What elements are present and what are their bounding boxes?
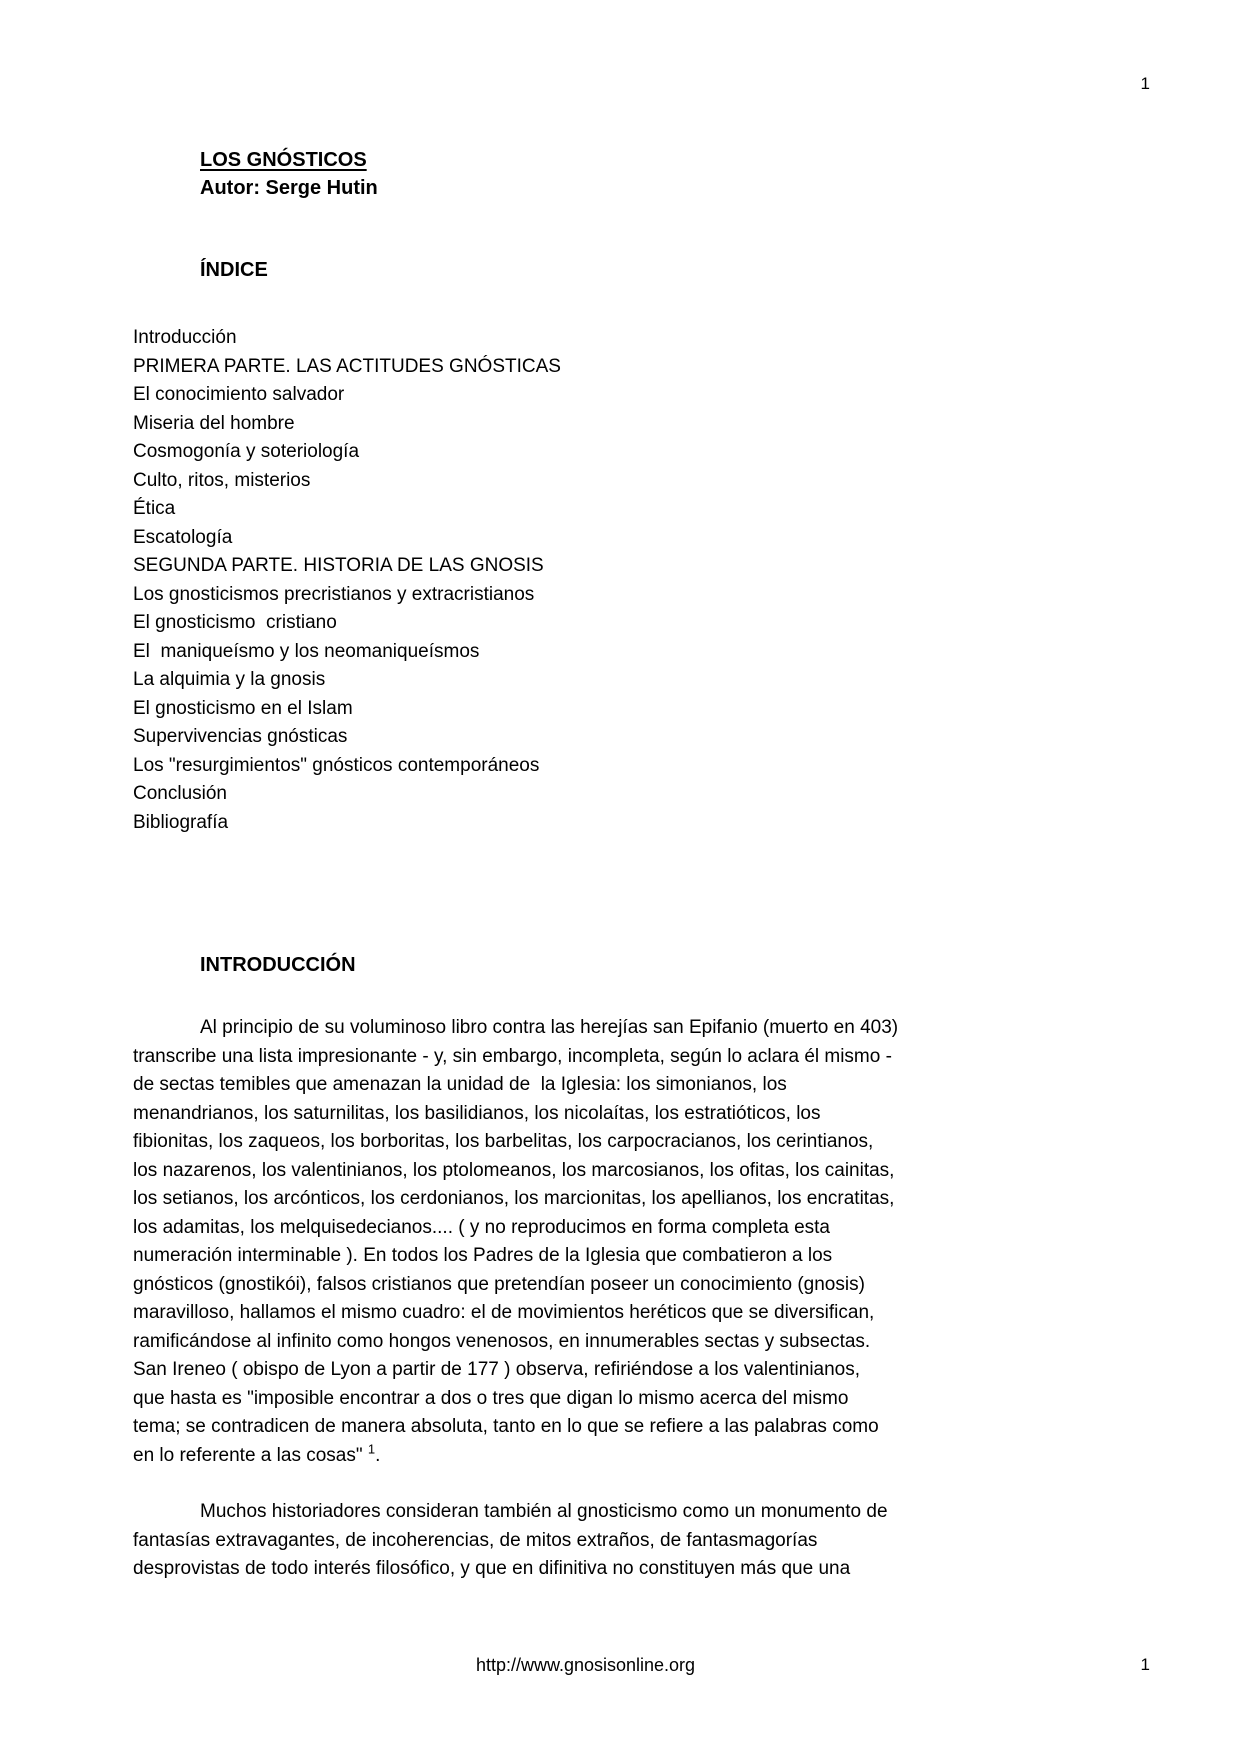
text-line: tema; se contradicen de manera absoluta, tanto en lo que se refiere a las palabras como (133, 1416, 879, 1437)
index-item: Los gnosticismos precristianos y extracristianos (133, 583, 535, 605)
title-block (200, 146, 378, 202)
text-line-fragment: en lo referente a las cosas" (133, 1444, 368, 1466)
text-line: fibionitas, los zaqueos, los borboritas, los barbelitas, los carpocracianos, los cerintianos, (133, 1131, 874, 1152)
text-line: maravilloso, hallamos el mismo cuadro: el de movimientos heréticos que se diversifican, (133, 1302, 875, 1323)
text-line: Muchos historiadores consideran también al gnosticismo como un monumento de (200, 1501, 888, 1522)
text-line-with-footnote (133, 1442, 1183, 1471)
text-line: San Ireneo ( obispo de Lyon a partir de 177 ) observa, refiriéndose a los valentinianos, (133, 1359, 861, 1380)
text-line: fantasías extravagantes, de incoherencias, de mitos extraños, de fantasmagorías (133, 1529, 818, 1551)
index-item: Ética (133, 498, 176, 519)
index-list (133, 324, 1133, 837)
index-item: Supervivencias gnósticas (133, 726, 348, 747)
text-line: de sectas temibles que amenazan la unidad de la Iglesia: los simonianos, los (133, 1074, 787, 1095)
paragraph-lines (133, 1498, 1183, 1584)
index-item: PRIMERA PARTE. LAS ACTITUDES GNÓSTICAS (133, 355, 561, 377)
index-item: El gnosticismo en el Islam (133, 697, 353, 719)
intro-paragraph-1 (133, 1014, 1183, 1470)
text-line: los adamitas, los melquisedecianos.... ( y no reproducimos en forma completa esta (133, 1216, 830, 1238)
index-item: El gnosticismo cristiano (133, 612, 337, 633)
text-line: desprovistas de todo interés filosófico, y que en difinitiva no constituyen más que una (133, 1558, 851, 1579)
text-line: Al principio de su voluminoso libro contra las herejías san Epifanio (muerto en 403) (200, 1017, 899, 1038)
text-line: gnósticos (gnostikói), falsos cristianos que pretendían poseer un conocimiento (gnosis) (133, 1273, 865, 1295)
footer-url: http://www.gnosisonline.org (475, 1655, 696, 1675)
index-item: SEGUNDA PARTE. HISTORIA DE LAS GNOSIS (133, 555, 544, 576)
text-line: transcribe una lista impresionante - y, sin embargo, incompleta, según lo aclara él mismo - (133, 1045, 892, 1067)
footnote-reference: 1 (367, 1441, 376, 1457)
index-item: Culto, ritos, misterios (133, 469, 311, 491)
page-number-bottom: 1 (1140, 1655, 1150, 1674)
text-line: los setianos, los arcónticos, los cerdonianos, los marcionitas, los apellianos, los encratitas, (133, 1188, 895, 1209)
index-item: El conocimiento salvador (133, 384, 345, 405)
index-item: Los "resurgimientos" gnósticos contemporáneos (133, 754, 540, 776)
index-heading: ÍNDICE (200, 259, 268, 281)
introduction-heading: INTRODUCCIÓN (200, 954, 356, 976)
document-title: LOS GNÓSTICOS (200, 149, 367, 171)
text-line: numeración interminable ). En todos los Padres de la Iglesia que combatieron a los (133, 1245, 833, 1266)
index-item: Introducción (133, 327, 237, 348)
text-line: los nazarenos, los valentinianos, los ptolomeanos, los marcosianos, los ofitas, los cainitas, (133, 1159, 895, 1181)
document-author: Autor: Serge Hutin (200, 177, 378, 199)
index-item: Escatología (133, 526, 233, 548)
intro-paragraph-2 (133, 1498, 1183, 1584)
index-item: Miseria del hombre (133, 412, 295, 434)
index-item: Cosmogonía y soteriología (133, 441, 360, 462)
page-number-top: 1 (1140, 74, 1150, 93)
index-item: La alquimia y la gnosis (133, 669, 326, 690)
text-line: ramificándose al infinito como hongos venenosos, en innumerables sectas y subsectas. (133, 1330, 871, 1352)
index-item: Conclusión (133, 783, 227, 804)
text-line: menandrianos, los saturnilitas, los basilidianos, los nicolaítas, los estratióticos, los (133, 1102, 821, 1124)
sentence-period: . (375, 1444, 381, 1466)
index-item: El maniqueísmo y los neomaniqueísmos (133, 640, 480, 662)
text-line: que hasta es "imposible encontrar a dos o tres que digan lo mismo acerca del mismo (133, 1387, 849, 1409)
index-item: Bibliografía (133, 811, 229, 833)
paragraph-lines (133, 1014, 1183, 1442)
